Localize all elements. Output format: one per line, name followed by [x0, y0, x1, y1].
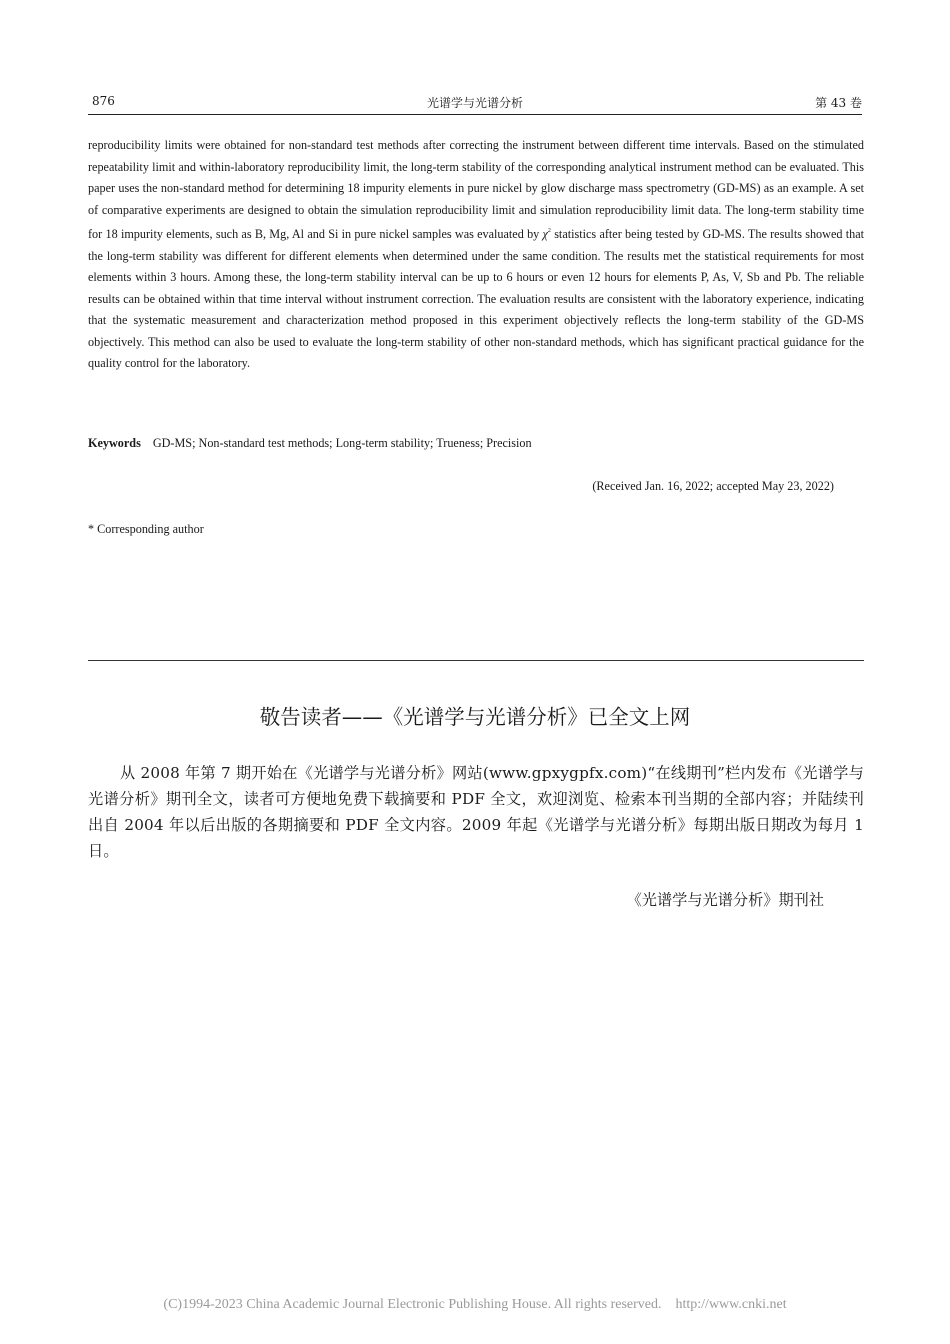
copyright-footer — [0, 1297, 950, 1313]
page-number: 876 — [92, 94, 115, 108]
chi-symbol: χ — [542, 227, 548, 242]
abstract-part-1: reproducibility limits were obtained for non-standard test methods after correcting the instrument between different time intervals. Based on the stimulated repeatability limit and within-laboratory reproducibility limit, the long-term stability of the corresponding analytical instrument method can be evaluated. This paper uses the non-standard method for determining 18 impurity elements in pure nickel by glow discharge mass spectrometry (GD-MS) as an example. A set of comparative experiments are designed to obtain the simulation reproducibility limit and simulation reproducibility limit data. The long-term stability time for 18 impurity elements, such as B, Mg, Al and Si in pure nickel samples was evaluated by — [88, 138, 864, 242]
abstract-part-2: statistics after being tested by GD-MS. The results showed that the long-term stability was different for different elements when determined under the same condition. The results met the statistical requirements for most elements within 3 hours. Among these, the long-term stability interval can be up to 6 hours or even 12 hours for elements P, As, V, Sb and Pb. The reliable results can be obtained within that time interval without instrument correction. The evaluation results are consistent with the laboratory experience, indicating that the systematic measurement and characterization method proposed in this experiment objectively reflects the long-term stability of the GD-MS objectively. This method can also be used to evaluate the long-term stability of other non-standard methods, which has significant practical guidance for the quality control for the laboratory. — [88, 227, 865, 371]
volume-label: 第 43 卷 — [815, 96, 862, 110]
corresponding-author-note: * Corresponding author — [88, 522, 204, 536]
chi-superscript: 2 — [547, 228, 551, 235]
keywords — [88, 436, 864, 451]
keywords-text: GD-MS; Non-standard test methods; Long-term stability; Trueness; Precision — [152, 436, 532, 450]
cnki-link[interactable]: http://www.cnki.net — [675, 1297, 787, 1312]
notice-signature: 《光谱学与光谱分析》期刊社 — [626, 891, 824, 909]
journal-name: 光谱学与光谱分析 — [426, 96, 523, 110]
keywords-label: Keywords — [88, 436, 141, 450]
running-header — [88, 94, 862, 115]
notice-title: 敬告读者——《光谱学与光谱分析》已全文上网 — [259, 705, 691, 729]
notice-body: 从 2008 年第 7 期开始在《光谱学与光谱分析》网站(www.gpxygpfx.com)“在线期刊”栏内发布《光谱学与光谱分析》期刊全文，读者可方便地免费下载摘要和 PDF 全文，欢迎浏览、检索本刊当期的全部内容；并陆续刊出自 2004 年以后出版的各期摘要和 PDF 全文内容。2009 年起《光谱学与光谱分析》每期出版日期改为每月 1 日。 — [88, 764, 864, 860]
copyright-text: (C)1994-2023 China Academic Journal Electronic Publishing House. All rights reserved. — [163, 1297, 662, 1312]
abstract-text — [88, 135, 864, 375]
received-date: (Received Jan. 16, 2022; accepted May 23, 2022) — [592, 479, 834, 493]
section-divider — [88, 660, 864, 661]
